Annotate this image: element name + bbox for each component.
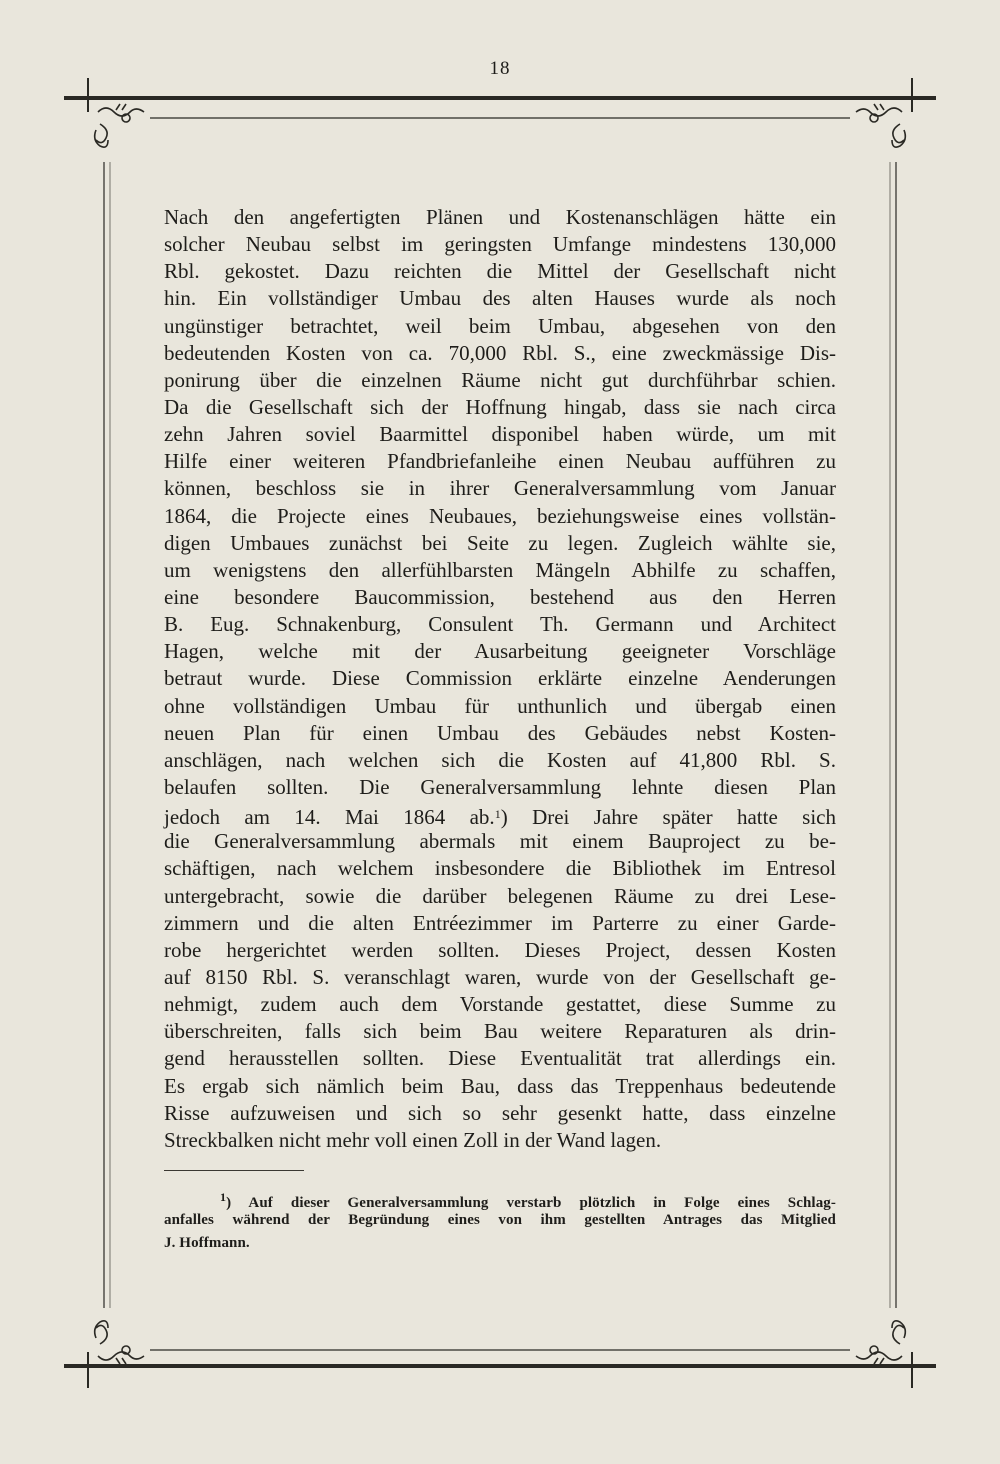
footnote-line: anfalles während der Begründung eines von ihm gestellten Antrages das Mitglied (164, 1212, 836, 1228)
body-line: hin. Ein vollständiger Umbau des alten Hauses wurde als noch (164, 286, 836, 311)
body-line: Es ergab sich nämlich beim Bau, dass das Treppenhaus bedeutende (164, 1073, 836, 1098)
body-line: ungünstiger betrachtet, weil beim Umbau, abgesehen von den (164, 313, 836, 338)
body-line-with-footnote-ref (164, 801, 836, 828)
body-line: auf 8150 Rbl. S. veranschlagt waren, wurde von der Gesellschaft ge- (164, 964, 836, 989)
corner-ornament-top-right (856, 104, 905, 147)
corner-ornament-top-left (95, 104, 144, 147)
corner-ornament-bottom-right (856, 1321, 905, 1364)
body-line: gend herausstellen sollten. Diese Eventualität trat allerdings ein. (164, 1046, 836, 1071)
body-line: Rbl. gekostet. Dazu reichten die Mittel der Gesellschaft nicht (164, 259, 836, 284)
footnote-line (164, 1186, 836, 1209)
body-line: Hilfe einer weiteren Pfandbriefanleihe einen Neubau aufführen zu (164, 449, 836, 474)
body-line: solcher Neubau selbst im geringsten Umfange mindestens 130,000 (164, 232, 836, 257)
footnote (164, 1186, 836, 1255)
body-line: anschlägen, nach welchen sich die Kosten auf 41,800 Rbl. S. (164, 747, 836, 772)
body-line: schäftigen, nach welchem insbesondere die Bibliothek im Entresol (164, 856, 836, 881)
footnote-separator (164, 1170, 304, 1171)
footnote-marker: 1 (220, 1190, 227, 1204)
footnote-ref-marker: 1 (494, 807, 501, 822)
body-line: um wenigstens den allerfühlbarsten Mängeln Abhilfe zu schaffen, (164, 557, 836, 582)
body-line: robe hergerichtet werden sollten. Dieses Project, dessen Kosten (164, 937, 836, 962)
body-line: die Generalversammlung abermals mit einem Bauproject zu be- (164, 829, 836, 854)
page-number: 18 (489, 58, 511, 79)
body-text (164, 204, 836, 1154)
body-line-start: jedoch am 14. Mai 1864 ab. (164, 805, 495, 830)
body-line: B. Eug. Schnakenburg, Consulent Th. Germann und Architect (164, 612, 836, 637)
footnote-ref-paren: ) (500, 805, 508, 830)
body-line: können, beschloss sie in ihrer Generalversammlung vom Januar (164, 476, 836, 501)
body-line: Risse aufzuweisen und sich so sehr gesenkt hatte, dass einzelne (164, 1100, 836, 1125)
body-line: bedeutenden Kosten von ca. 70,000 Rbl. S., eine zweckmässige Dis- (164, 340, 836, 365)
body-line: digen Umbaues zunächst bei Seite zu legen. Zugleich wählte sie, (164, 530, 836, 555)
body-line: 1864, die Projecte eines Neubaues, beziehungsweise eines vollstän- (164, 503, 836, 528)
body-line: untergebracht, sowie die darüber belegenen Räume zu drei Lese- (164, 883, 836, 908)
body-line: Hagen, welche mit der Ausarbeitung geeigneter Vorschläge (164, 639, 836, 664)
body-line: ohne vollständigen Umbau für unthunlich und übergab einen (164, 693, 836, 718)
body-line: Da die Gesellschaft sich der Hoffnung hingab, dass sie nach circa (164, 394, 836, 419)
body-line: betraut wurde. Diese Commission erklärte einzelne Aenderungen (164, 666, 836, 691)
body-line: überschreiten, falls sich beim Bau weitere Reparaturen als drin- (164, 1019, 836, 1044)
footnote-line: J. Hoffmann. (164, 1235, 250, 1251)
body-line: Streckbalken nicht mehr voll einen Zoll in der Wand lagen. (164, 1127, 662, 1152)
body-line: eine besondere Baucommission, bestehend aus den Herren (164, 584, 836, 609)
footnote-line-text: ) Auf dieser Generalversammlung verstarb plötzlich in Folge eines Schlag- (226, 1195, 836, 1211)
body-line-continuation: Drei Jahre später hatte sich (507, 805, 836, 830)
body-line: belaufen sollten. Die Generalversammlung lehnte diesen Plan (164, 774, 836, 799)
body-line: neuen Plan für einen Umbau des Gebäudes nebst Kosten- (164, 720, 836, 745)
body-line: zehn Jahren soviel Baarmittel disponibel haben würde, um mit (164, 422, 836, 447)
body-line: nehmigt, zudem auch dem Vorstande gestattet, diese Summe zu (164, 992, 836, 1017)
body-line: zimmern und die alten Entréezimmer im Parterre zu einer Garde- (164, 910, 836, 935)
body-line: ponirung über die einzelnen Räume nicht gut durchführbar schien. (164, 367, 836, 392)
body-line: Nach den angefertigten Plänen und Kostenanschlägen hätte ein (164, 205, 836, 229)
corner-ornament-bottom-left (95, 1321, 144, 1364)
